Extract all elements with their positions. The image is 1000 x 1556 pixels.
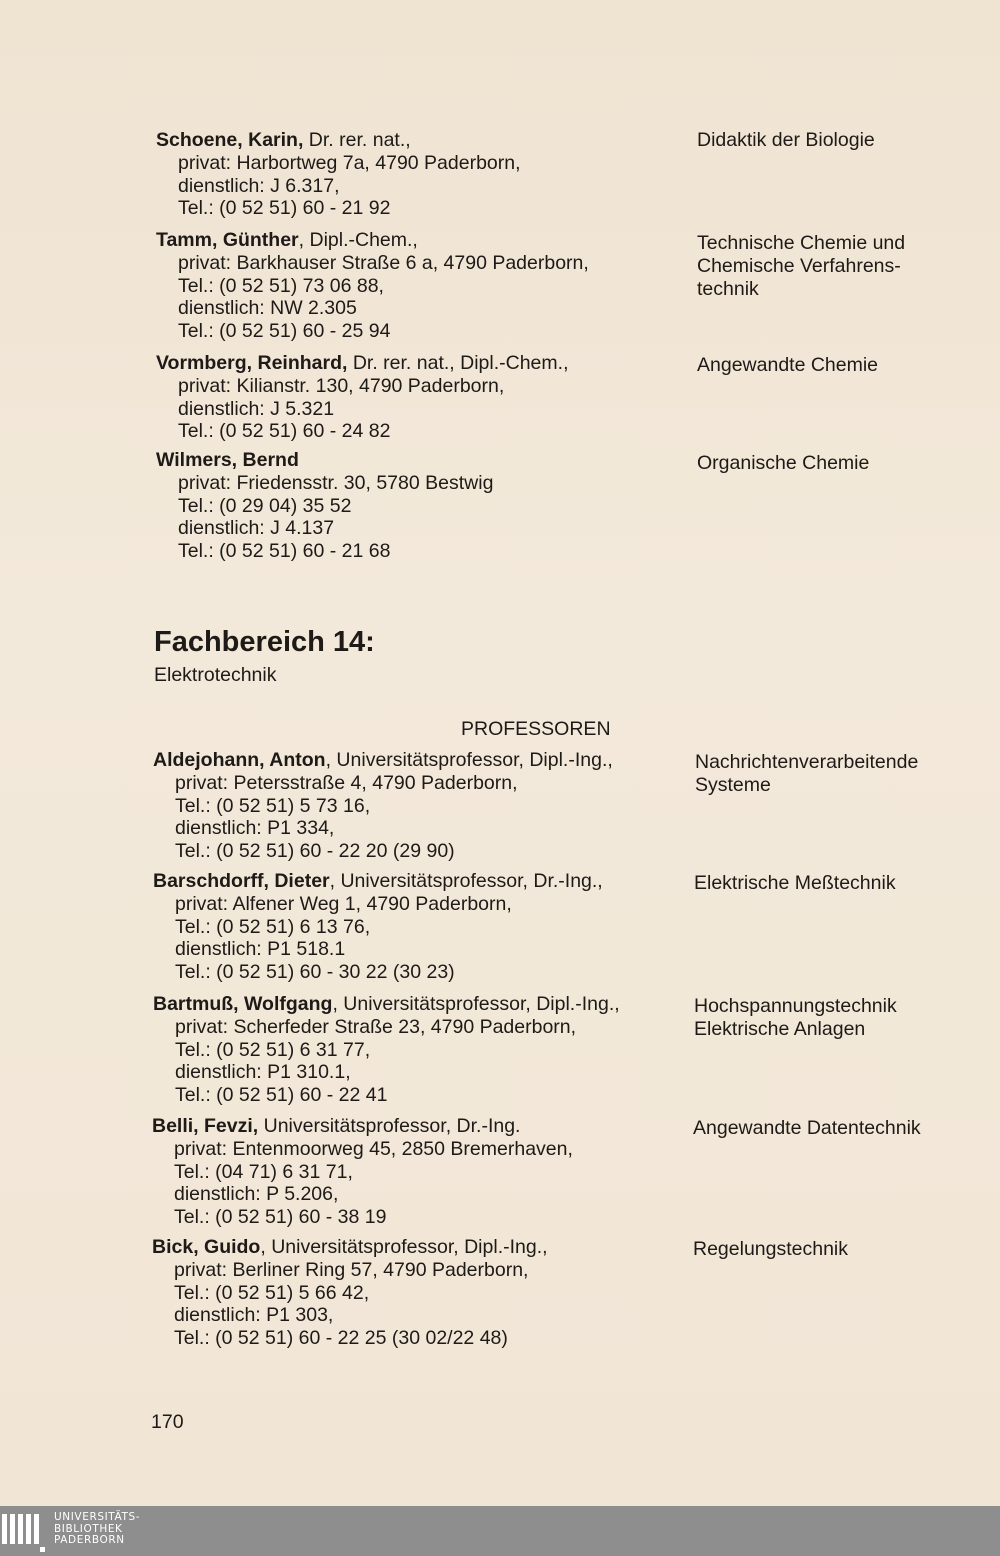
- entry-line: Tel.: (0 52 51) 60 - 22 25 (30 02/22 48): [174, 1327, 508, 1350]
- directory-entry: [153, 870, 603, 984]
- entry-line: privat: Barkhauser Straße 6 a, 4790 Paderborn,: [178, 251, 589, 274]
- directory-entry: [153, 993, 620, 1107]
- entry-line: privat: Alfener Weg 1, 4790 Paderborn,: [175, 892, 512, 915]
- entry-line: privat: Harbortweg 7a, 4790 Paderborn,: [178, 151, 521, 174]
- entry-line: dienstlich: P1 518.1: [175, 938, 346, 961]
- directory-entry: [156, 229, 589, 343]
- section-subheading: Elektrotechnik: [154, 664, 277, 686]
- entry-line: Tel.: (0 52 51) 60 - 21 68: [178, 540, 391, 563]
- page-number: 170: [151, 1411, 184, 1433]
- entry-line: Tel.: (0 52 51) 6 31 77,: [175, 1038, 371, 1061]
- entry-line: Tel.: (0 52 51) 60 - 38 19: [174, 1206, 387, 1229]
- library-footer: [0, 1506, 1000, 1556]
- entry-line: Tel.: (04 71) 6 31 71,: [174, 1160, 353, 1183]
- person-title: Dr. rer. nat., Dipl.-Chem.,: [347, 352, 569, 374]
- entry-line: dienstlich: J 5.321: [178, 397, 335, 420]
- subject-field: Elektrische Meßtechnik: [694, 872, 896, 894]
- entry-line: Tel.: (0 29 04) 35 52: [178, 494, 352, 517]
- person-title: , Universitätsprofessor, Dipl.-Ing.,: [260, 1236, 548, 1258]
- entry-line: dienstlich: NW 2.305: [178, 297, 357, 320]
- person-name: Belli, Fevzi,: [152, 1115, 259, 1137]
- person-title: , Universitätsprofessor, Dipl.-Ing.,: [325, 749, 613, 771]
- entry-line: privat: Entenmoorweg 45, 2850 Bremerhaven,: [174, 1137, 573, 1160]
- person-name: Vormberg, Reinhard,: [156, 352, 348, 374]
- entry-line: Tel.: (0 52 51) 5 66 42,: [174, 1281, 370, 1304]
- subject-field: Angewandte Chemie: [697, 354, 879, 376]
- entry-line: Tel.: (0 52 51) 60 - 21 92: [178, 197, 391, 220]
- subject-field: Regelungstechnik: [693, 1238, 849, 1260]
- directory-entry: [152, 1236, 548, 1350]
- person-name: Bartmuß, Wolfgang: [153, 993, 333, 1015]
- directory-entry: [156, 352, 568, 443]
- group-label: PROFESSOREN: [461, 718, 611, 740]
- subject-field: Nachrichtenverarbeitende Systeme: [695, 751, 919, 796]
- subject-field: Hochspannungstechnik Elektrische Anlagen: [694, 995, 897, 1040]
- person-name: Barschdorff, Dieter: [153, 870, 330, 892]
- person-title: Universitätsprofessor, Dr.-Ing.: [258, 1115, 521, 1137]
- library-logo-text: UNIVERSITÄTS- BIBLIOTHEK PADERBORN: [54, 1511, 141, 1546]
- person-name: Schoene, Karin,: [156, 129, 304, 151]
- entry-line: Tel.: (0 52 51) 60 - 22 41: [175, 1084, 388, 1107]
- entry-line: Tel.: (0 52 51) 5 73 16,: [175, 794, 371, 817]
- person-name: Tamm, Günther: [156, 229, 299, 251]
- entry-line: Tel.: (0 52 51) 60 - 24 82: [178, 420, 391, 443]
- person-title: , Universitätsprofessor, Dipl.-Ing.,: [332, 993, 620, 1015]
- person-title: , Dipl.-Chem.,: [298, 229, 418, 251]
- subject-field: Technische Chemie und Chemische Verfahrens- technik: [697, 232, 906, 300]
- entry-line: Tel.: (0 52 51) 60 - 25 94: [178, 320, 391, 343]
- directory-entry: [152, 1115, 573, 1229]
- entry-line: dienstlich: P1 334,: [175, 817, 335, 840]
- entry-line: Tel.: (0 52 51) 60 - 22 20 (29 90): [175, 840, 455, 863]
- directory-entry: [156, 129, 521, 220]
- person-name: Bick, Guido: [152, 1236, 261, 1258]
- directory-entry: [153, 749, 613, 863]
- subject-field: Didaktik der Biologie: [697, 129, 875, 151]
- entry-line: dienstlich: P 5.206,: [174, 1183, 339, 1206]
- person-title: Dr. rer. nat.,: [303, 129, 411, 151]
- section-heading: Fachbereich 14:: [154, 626, 375, 658]
- entry-line: dienstlich: J 6.317,: [178, 174, 340, 197]
- entry-line: Tel.: (0 52 51) 6 13 76,: [175, 915, 371, 938]
- subject-field: Angewandte Datentechnik: [693, 1117, 921, 1139]
- entry-line: privat: Petersstraße 4, 4790 Paderborn,: [175, 771, 518, 794]
- directory-entry: [156, 449, 493, 563]
- person-name: Aldejohann, Anton: [153, 749, 326, 771]
- entry-line: dienstlich: P1 310.1,: [175, 1061, 351, 1084]
- entry-line: privat: Berliner Ring 57, 4790 Paderborn,: [174, 1258, 529, 1281]
- entry-line: Tel.: (0 52 51) 73 06 88,: [178, 274, 384, 297]
- entry-line: privat: Scherfeder Straße 23, 4790 Paderborn,: [175, 1015, 577, 1038]
- entry-line: privat: Friedensstr. 30, 5780 Bestwig: [178, 471, 494, 494]
- entry-line: dienstlich: P1 303,: [174, 1304, 334, 1327]
- entry-line: dienstlich: J 4.137: [178, 517, 335, 540]
- person-title: , Universitätsprofessor, Dr.-Ing.,: [329, 870, 603, 892]
- subject-field: Organische Chemie: [697, 452, 870, 474]
- entry-line: privat: Kilianstr. 130, 4790 Paderborn,: [178, 374, 505, 397]
- person-name: Wilmers, Bernd: [156, 449, 299, 471]
- entry-line: Tel.: (0 52 51) 60 - 30 22 (30 23): [175, 961, 455, 984]
- library-logo-icon: [0, 1514, 48, 1552]
